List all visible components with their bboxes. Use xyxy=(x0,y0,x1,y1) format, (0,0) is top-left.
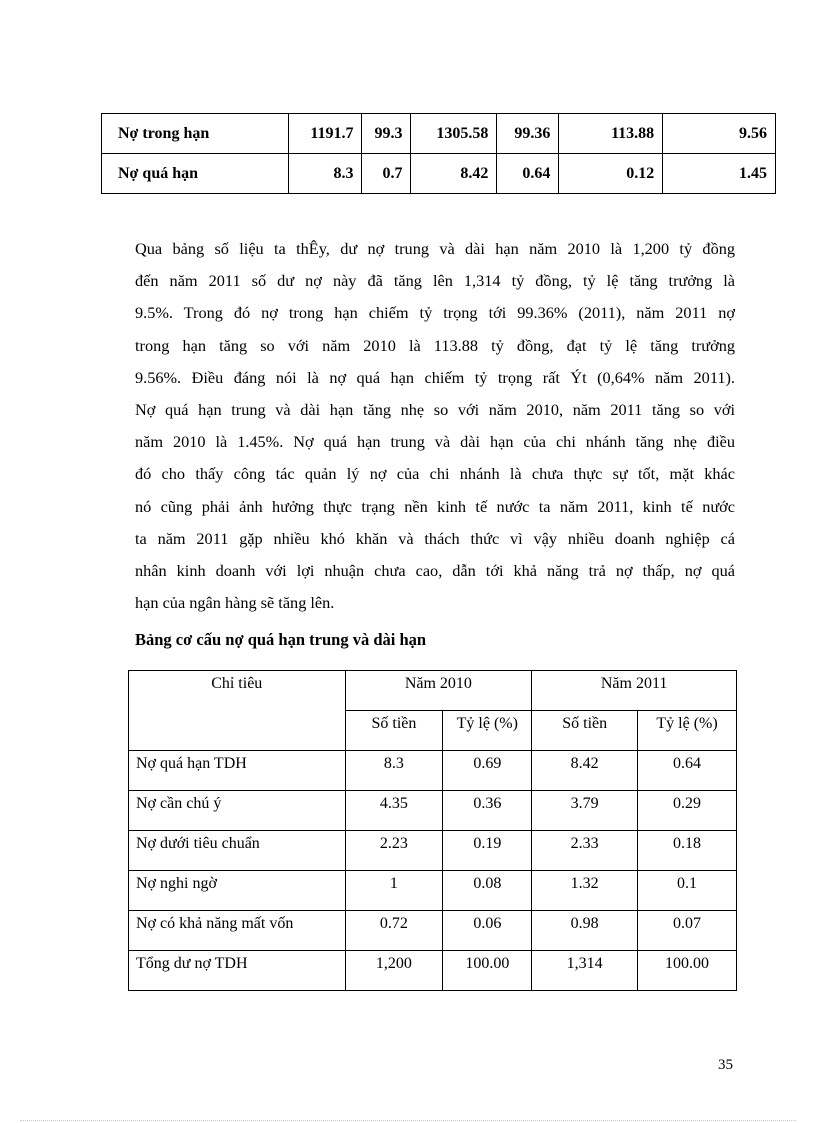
table-header-row xyxy=(129,671,737,711)
paragraph-line: Nợ quá hạn trung và dài hạn tăng nhẹ so với năm 2010, năm 2011 tăng so với xyxy=(135,400,735,420)
table-cell: 1305.58 xyxy=(411,114,497,154)
table-cell: 0.69 xyxy=(443,751,532,791)
table-cell: 0.18 xyxy=(638,831,737,871)
paragraph-line: đó cho thấy công tác quản lý nợ của chi nhánh là chưa thực sự tốt, mặt khác xyxy=(135,464,735,484)
table-row xyxy=(129,791,737,831)
row-label: Nợ quá hạn xyxy=(102,154,289,194)
row-label: Nợ dưới tiêu chuẩn xyxy=(129,831,346,871)
table-cell: 0.72 xyxy=(345,911,443,951)
debt-status-table xyxy=(101,113,776,194)
table-cell: 0.36 xyxy=(443,791,532,831)
header-ratio: Tỷ lệ (%) xyxy=(443,711,532,751)
table-cell: 9.56 xyxy=(663,114,776,154)
paragraph-line: nhân kinh doanh với lợi nhuận chưa cao, dẫn tới khả năng trả nợ thấp, nợ quá xyxy=(135,561,735,581)
header-ratio: Tỷ lệ (%) xyxy=(638,711,737,751)
paragraph-line: 9.5%. Trong đó nợ trong hạn chiếm tỷ trọng tới 99.36% (2011), năm 2011 nợ xyxy=(135,303,735,323)
table-cell: 0.07 xyxy=(638,911,737,951)
table-cell: 8.3 xyxy=(345,751,443,791)
page-number: 35 xyxy=(718,1057,733,1073)
table-cell: 0.08 xyxy=(443,871,532,911)
table-cell: 0.12 xyxy=(559,154,663,194)
paragraph-line: hạn của ngân hàng sẽ tăng lên. xyxy=(135,593,335,613)
row-label: Tổng dư nợ TDH xyxy=(129,951,346,991)
table-cell: 0.29 xyxy=(638,791,737,831)
row-label: Nợ có khả năng mất vốn xyxy=(129,911,346,951)
page-bottom-divider xyxy=(20,1120,796,1121)
analysis-paragraph xyxy=(135,233,735,619)
table-row xyxy=(129,871,737,911)
table-cell: 0.06 xyxy=(443,911,532,951)
table-cell: 1191.7 xyxy=(288,114,362,154)
table-row xyxy=(129,911,737,951)
table-cell: 99.36 xyxy=(497,114,559,154)
overdue-debt-structure-table xyxy=(128,670,737,991)
header-year-2011: Năm 2011 xyxy=(532,671,737,711)
row-label: Nợ nghi ngờ xyxy=(129,871,346,911)
table-cell: 100.00 xyxy=(638,951,737,991)
paragraph-line: đến năm 2011 số dư nợ này đã tăng lên 1,314 tỷ đồng, tỷ lệ tăng trưởng là xyxy=(135,271,735,291)
table-row xyxy=(102,154,776,194)
paragraph-line: Qua bảng số liệu ta thÊy, dư nợ trung và dài hạn năm 2010 là 1,200 tỷ đồng xyxy=(135,239,735,258)
table-title: Bảng cơ cấu nợ quá hạn trung và dài hạn xyxy=(135,630,427,649)
table-row xyxy=(102,114,776,154)
paragraph-line: 9.56%. Điều đáng nói là nợ quá hạn chiếm tỷ trọng rất Ýt (0,64% năm 2011). xyxy=(135,367,735,387)
paragraph-line: ta năm 2011 gặp nhiều khó khăn và thách thức vì vậy nhiều doanh nghiệp cá xyxy=(135,528,735,548)
table-cell: 8.42 xyxy=(411,154,497,194)
table-row xyxy=(129,951,737,991)
table-cell: 4.35 xyxy=(345,791,443,831)
table-cell: 0.19 xyxy=(443,831,532,871)
table-cell: 1 xyxy=(345,871,443,911)
table-cell: 0.64 xyxy=(497,154,559,194)
table-cell: 8.3 xyxy=(288,154,362,194)
row-label: Nợ trong hạn xyxy=(102,114,289,154)
table-cell: 0.7 xyxy=(362,154,411,194)
table-cell: 0.98 xyxy=(532,911,638,951)
row-label: Nợ quá hạn TDH xyxy=(129,751,346,791)
table-cell: 1,314 xyxy=(532,951,638,991)
header-criteria: Chỉ tiêu xyxy=(129,671,346,751)
table-cell: 113.88 xyxy=(559,114,663,154)
table-cell: 1.32 xyxy=(532,871,638,911)
table-cell: 2.23 xyxy=(345,831,443,871)
table-cell: 3.79 xyxy=(532,791,638,831)
table-row xyxy=(129,751,737,791)
table-cell: 2.33 xyxy=(532,831,638,871)
table-cell: 100.00 xyxy=(443,951,532,991)
table-row xyxy=(129,831,737,871)
table-cell: 1,200 xyxy=(345,951,443,991)
paragraph-line: năm 2010 là 1.45%. Nợ quá hạn trung và dài hạn của chi nhánh tăng nhẹ điều xyxy=(135,432,735,452)
header-year-2010: Năm 2010 xyxy=(345,671,532,711)
header-amount: Số tiền xyxy=(345,711,443,751)
paragraph-line: trong hạn tăng so với năm 2010 là 113.88 tỷ đồng, đạt tỷ lệ tăng trưởng xyxy=(135,335,735,355)
paragraph-line: nó cũng phải ảnh hưởng thực trạng nền kinh tế nước ta năm 2011, kinh tế nước xyxy=(135,496,735,516)
row-label: Nợ cần chú ý xyxy=(129,791,346,831)
table-cell: 0.64 xyxy=(638,751,737,791)
header-amount: Số tiền xyxy=(532,711,638,751)
table-cell: 0.1 xyxy=(638,871,737,911)
table-cell: 99.3 xyxy=(362,114,411,154)
table-cell: 8.42 xyxy=(532,751,638,791)
table-cell: 1.45 xyxy=(663,154,776,194)
